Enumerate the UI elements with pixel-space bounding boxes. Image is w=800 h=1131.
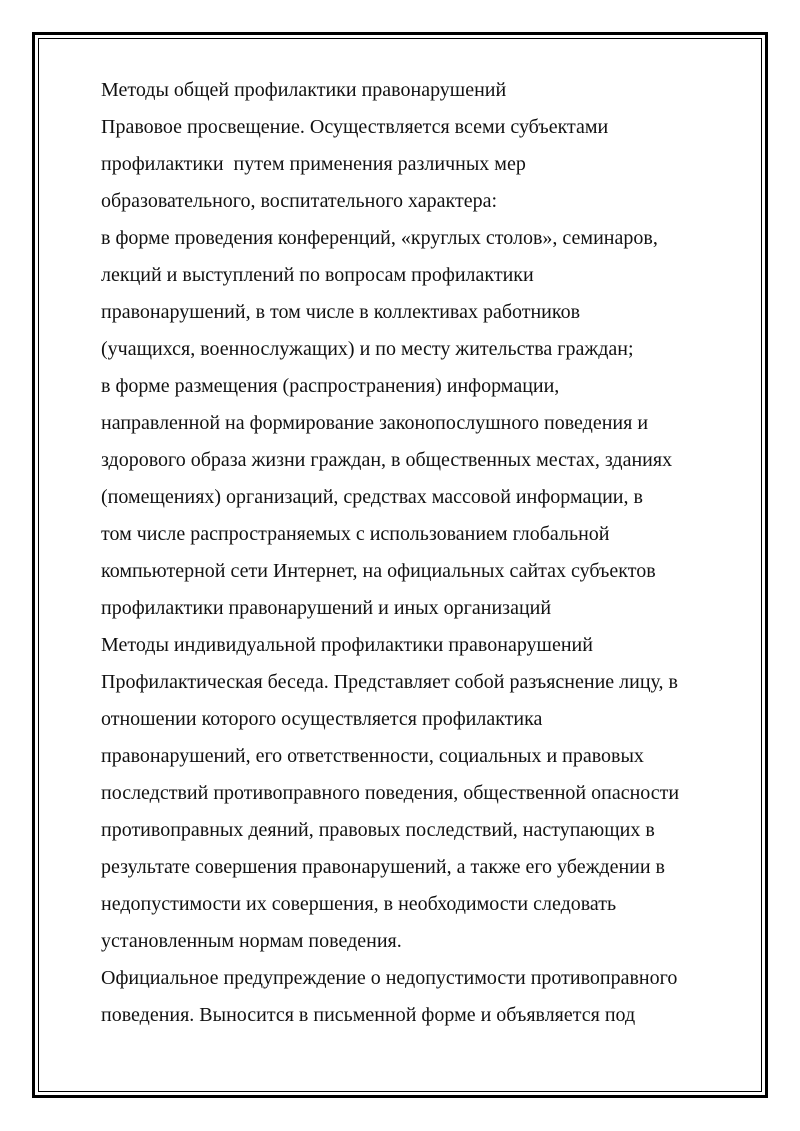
text-line: здорового образа жизни граждан, в общественных местах, зданиях xyxy=(101,449,673,471)
text-line: направленной на формирование законопослушного поведения и xyxy=(101,412,649,434)
text-line: (помещениях) организаций, средствах массовой информации, в xyxy=(101,486,643,508)
text-line: результате совершения правонарушений, а также его убеждении в xyxy=(101,856,665,878)
text-line: лекций и выступлений по вопросам профилактики xyxy=(101,264,534,286)
text-line: Методы индивидуальной профилактики правонарушений xyxy=(101,634,593,656)
text-line: (учащихся, военнослужащих) и по месту жительства граждан; xyxy=(101,338,634,360)
text-line: правонарушений, в том числе в коллективах работников xyxy=(101,301,581,323)
text-line: Правовое просвещение. Осуществляется всеми субъектами xyxy=(101,116,609,138)
text-line: том числе распространяемых с использованием глобальной xyxy=(101,523,610,545)
text-line: правонарушений, его ответственности, социальных и правовых xyxy=(101,745,644,767)
text-line: отношении которого осуществляется профилактика xyxy=(101,708,543,730)
text-line: Профилактическая беседа. Представляет собой разъяснение лицу, в xyxy=(101,671,678,693)
text-line: компьютерной сети Интернет, на официальных сайтах субъектов xyxy=(101,560,656,582)
text-line: противоправных деяний, правовых последствий, наступающих в xyxy=(101,819,655,841)
text-line: последствий противоправного поведения, общественной опасности xyxy=(101,782,680,804)
text-line: Официальное предупреждение о недопустимости противоправного xyxy=(101,967,678,989)
text-line: установленным нормам поведения. xyxy=(101,930,402,952)
text-line: в форме размещения (распространения) информации, xyxy=(101,375,560,397)
text-line: Методы общей профилактики правонарушений xyxy=(101,79,507,101)
text-line: профилактики правонарушений и иных организаций xyxy=(101,597,552,619)
text-line: образовательного, воспитательного характера: xyxy=(101,190,498,212)
text-line: в форме проведения конференций, «круглых столов», семинаров, xyxy=(101,227,658,249)
document-text xyxy=(101,72,741,1034)
text-line: поведения. Выносится в письменной форме и объявляется под xyxy=(101,1004,636,1026)
text-line: недопустимости их совершения, в необходимости следовать xyxy=(101,893,617,915)
text-line: профилактики путем применения различных мер xyxy=(101,153,526,175)
